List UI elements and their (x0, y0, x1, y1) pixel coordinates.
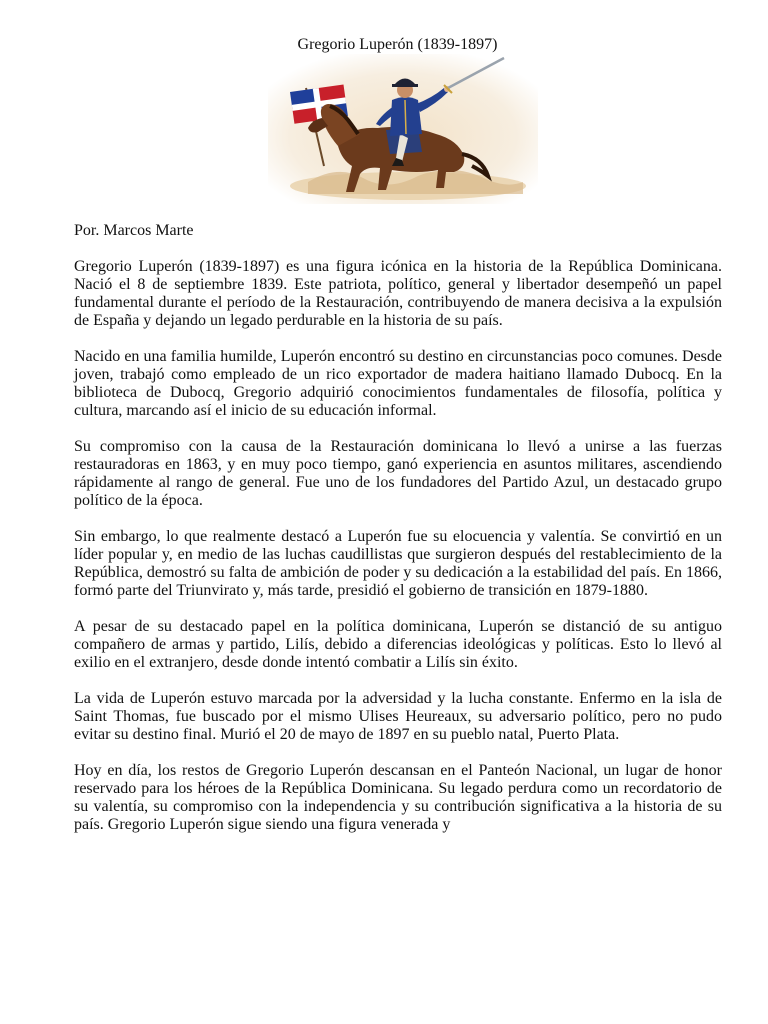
paragraph: Nacido en una familia humilde, Luperón encontró su destino en circunstancias poco comunes. Desde joven, trabajó como empleado de un rico exportador de madera haitiano llamado Dubocq. En la biblioteca de Dubocq, Gregorio adquirió conocimientos fundamentales de filosofía, política y cultura, marcando así el inicio de su educación informal. (74, 348, 722, 419)
document-title: Gregorio Luperón (1839-1897) (297, 36, 498, 53)
article-body (74, 258, 722, 852)
paragraph: Su compromiso con la causa de la Restauración dominicana lo llevó a unirse a las fuerzas restauradoras en 1863, y en muy poco tiempo, ganó experiencia en asuntos militares, ascendiendo rápidamente al rango de general. Fue uno de los fundadores del Partido Azul, un destacado grupo político de la época. (74, 438, 722, 509)
author-byline: Por. Marcos Marte (74, 222, 194, 239)
paragraph: Sin embargo, lo que realmente destacó a Luperón fue su elocuencia y valentía. Se convirtió en un líder popular y, en medio de las luchas caudillistas que surgieron después del restablecimiento de la República, demostró su falta de ambición de poder y su dedicación a la estabilidad del país. En 1866, formó parte del Triunvirato y, más tarde, presidió el gobierno de transición en 1879-1880. (74, 528, 722, 599)
paragraph: A pesar de su destacado papel en la política dominicana, Luperón se distanció de su antiguo compañero de armas y partido, Lilís, debido a diferencias ideológicas y políticas. Esto lo llevó al exilio en el extranjero, desde donde intentó combatir a Lilís sin éxito. (74, 618, 722, 671)
paragraph: Hoy en día, los restos de Gregorio Luperón descansan en el Panteón Nacional, un lugar de honor reservado para los héroes de la República Dominicana. Su legado perdura como un recordatorio de su valentía, su compromiso con la independencia y su contribución significativa a la historia de su país. Gregorio Luperón sigue siendo una figura venerada y (74, 762, 722, 833)
luperon-horseback-illustration (268, 54, 538, 204)
paragraph: La vida de Luperón estuvo marcada por la adversidad y la lucha constante. Enfermo en la isla de Saint Thomas, fue buscado por el mismo Ulises Heureaux, su adversario político, pero no pudo evitar su destino final. Murió el 20 de mayo de 1897 en su pueblo natal, Puerto Plata. (74, 690, 722, 743)
paragraph: Gregorio Luperón (1839-1897) es una figura icónica en la historia de la República Dominicana. Nació el 8 de septiembre 1839. Este patriota, político, general y libertador desempeñó un papel fundamental durante el período de la Restauración, contribuyendo de manera decisiva a la expulsión de España y dejando un legado perdurable en la historia de su país. (74, 258, 722, 329)
